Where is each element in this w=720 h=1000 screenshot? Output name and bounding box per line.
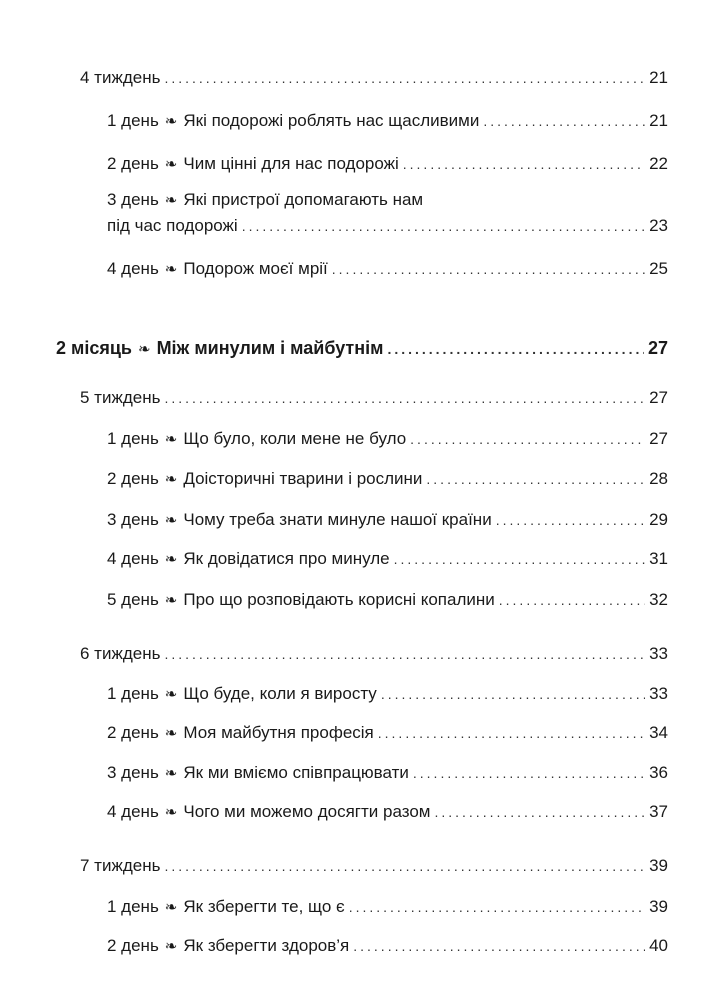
entry-title [107,255,328,284]
day-label: 1 день [107,429,159,448]
day-label: 4 день [107,802,159,821]
dot-leader [394,545,645,573]
toc-week5-day3[interactable] [107,506,668,534]
dot-leader [403,150,645,178]
month-label: 2 місяць [56,338,132,358]
toc-week5-day1[interactable] [107,425,668,453]
week-label: 5 тиждень [80,388,161,407]
entry-text: Чому треба знати минуле нашої країни [183,510,492,529]
dot-leader [434,798,645,826]
entry-title [107,759,409,788]
page-number: 37 [649,802,668,821]
entry-title [107,586,495,615]
entry-title [107,680,377,709]
toc-week5-day2[interactable] [107,465,668,493]
entry-text: Подорож моєї мрії [183,259,328,278]
entry-title [107,506,492,535]
entry-title [107,798,430,827]
page-number: 27 [647,338,668,358]
toc-week-5[interactable] [80,384,668,412]
fleuron-icon: ❧ [164,938,178,955]
page-number: 22 [649,154,668,173]
page-number: 39 [649,856,668,875]
dot-leader [499,586,645,614]
entry-title [56,334,383,364]
week-label: 4 тиждень [80,68,161,87]
toc-week-7[interactable] [80,852,668,880]
dot-leader [387,335,644,363]
fleuron-icon: ❧ [164,512,178,529]
toc-week7-day2[interactable] [107,932,668,960]
dot-leader [242,212,645,240]
fleuron-icon: ❧ [164,899,178,916]
entry-title [107,465,422,494]
fleuron-icon: ❧ [164,686,178,703]
fleuron-icon: ❧ [164,725,178,742]
entry-text: Як ми вміємо співпрацювати [183,763,409,782]
dot-leader [496,506,645,534]
dot-leader [164,64,645,92]
page-number: 39 [649,897,668,916]
day-label: 4 день [107,259,159,278]
day-label: 2 день [107,936,159,955]
day-label: 5 день [107,590,159,609]
toc-week4-day1[interactable] [107,107,668,135]
fleuron-icon: ❧ [164,471,178,488]
entry-title [107,425,406,454]
entry-text: Чого ми можемо досягти разом [183,802,431,821]
entry-title-continued: під час подорожі [107,216,238,235]
day-label: 4 день [107,549,159,568]
entry-text: Чим цінні для нас подорожі [183,154,399,173]
toc-week6-day2[interactable] [107,719,668,747]
day-label: 3 день [107,510,159,529]
page-number: 33 [649,684,668,703]
page-number: 36 [649,763,668,782]
fleuron-icon: ❧ [164,551,178,568]
entry-text: Як зберегти те, що є [183,897,345,916]
page-number: 40 [649,936,668,955]
fleuron-icon: ❧ [137,341,151,358]
dot-leader [381,680,645,708]
entry-text: Що буде, коли я виросту [183,684,377,703]
entry-title [107,545,390,574]
entry-title [107,893,345,922]
page-number: 25 [649,259,668,278]
dot-leader [410,425,645,453]
page-number: 32 [649,590,668,609]
toc-month-2[interactable] [56,334,668,362]
entry-text: Які подорожі роблять нас щасливими [183,111,480,130]
dot-leader [164,852,645,880]
dot-leader [332,255,645,283]
fleuron-icon: ❧ [164,765,178,782]
entry-text: Як довідатися про минуле [183,549,390,568]
entry-text: Доісторичні тварини і рослини [183,469,423,488]
entry-title [107,150,399,179]
entry-title [107,932,349,961]
day-label: 1 день [107,684,159,703]
day-label: 2 день [107,469,159,488]
toc-week5-day4[interactable] [107,545,668,573]
page-number: 34 [649,723,668,742]
entry-text: Між минулим і майбутнім [156,338,384,358]
dot-leader [483,107,645,135]
entry-text: Про що розповідають корисні копалини [183,590,495,609]
fleuron-icon: ❧ [164,431,178,448]
toc-week6-day3[interactable] [107,759,668,787]
entry-text: Моя майбутня професія [183,723,374,742]
fleuron-icon: ❧ [164,192,178,209]
dot-leader [164,640,645,668]
day-label: 3 день [107,190,159,209]
dot-leader [426,465,645,493]
page-number: 27 [649,429,668,448]
fleuron-icon: ❧ [164,113,178,130]
page-number: 31 [649,549,668,568]
page-number: 21 [649,68,668,87]
dot-leader [413,759,645,787]
toc-week-6[interactable] [80,640,668,668]
entry-text: Які пристрої допомагають нам [183,190,424,209]
entry-title [107,107,479,136]
toc-week5-day5[interactable] [107,586,668,614]
toc-week4-day2[interactable] [107,150,668,178]
page-number: 33 [649,644,668,663]
day-label: 3 день [107,763,159,782]
page-number: 21 [649,111,668,130]
day-label: 2 день [107,154,159,173]
toc-week7-day1[interactable] [107,893,668,921]
fleuron-icon: ❧ [164,804,178,821]
toc-week6-day1[interactable] [107,680,668,708]
page-number: 29 [649,510,668,529]
entry-title [107,719,374,748]
day-label: 1 день [107,897,159,916]
day-label: 2 день [107,723,159,742]
entry-text: Що було, коли мене не було [183,429,407,448]
toc-week4-day3[interactable] [107,212,668,240]
week-label: 7 тиждень [80,856,161,875]
fleuron-icon: ❧ [164,261,178,278]
entry-text: Як зберегти здоров’я [183,936,350,955]
fleuron-icon: ❧ [164,156,178,173]
day-label: 1 день [107,111,159,130]
page-number: 28 [649,469,668,488]
dot-leader [349,893,645,921]
toc-week4-day4[interactable] [107,255,668,283]
page-number: 23 [649,216,668,235]
dot-leader [164,384,645,412]
week-label: 6 тиждень [80,644,161,663]
toc-week4-day3-line1[interactable] [107,186,423,214]
toc-week6-day4[interactable] [107,798,668,826]
toc-week-4[interactable] [80,64,668,92]
page-number: 27 [649,388,668,407]
dot-leader [353,932,645,960]
dot-leader [378,719,645,747]
fleuron-icon: ❧ [164,592,178,609]
